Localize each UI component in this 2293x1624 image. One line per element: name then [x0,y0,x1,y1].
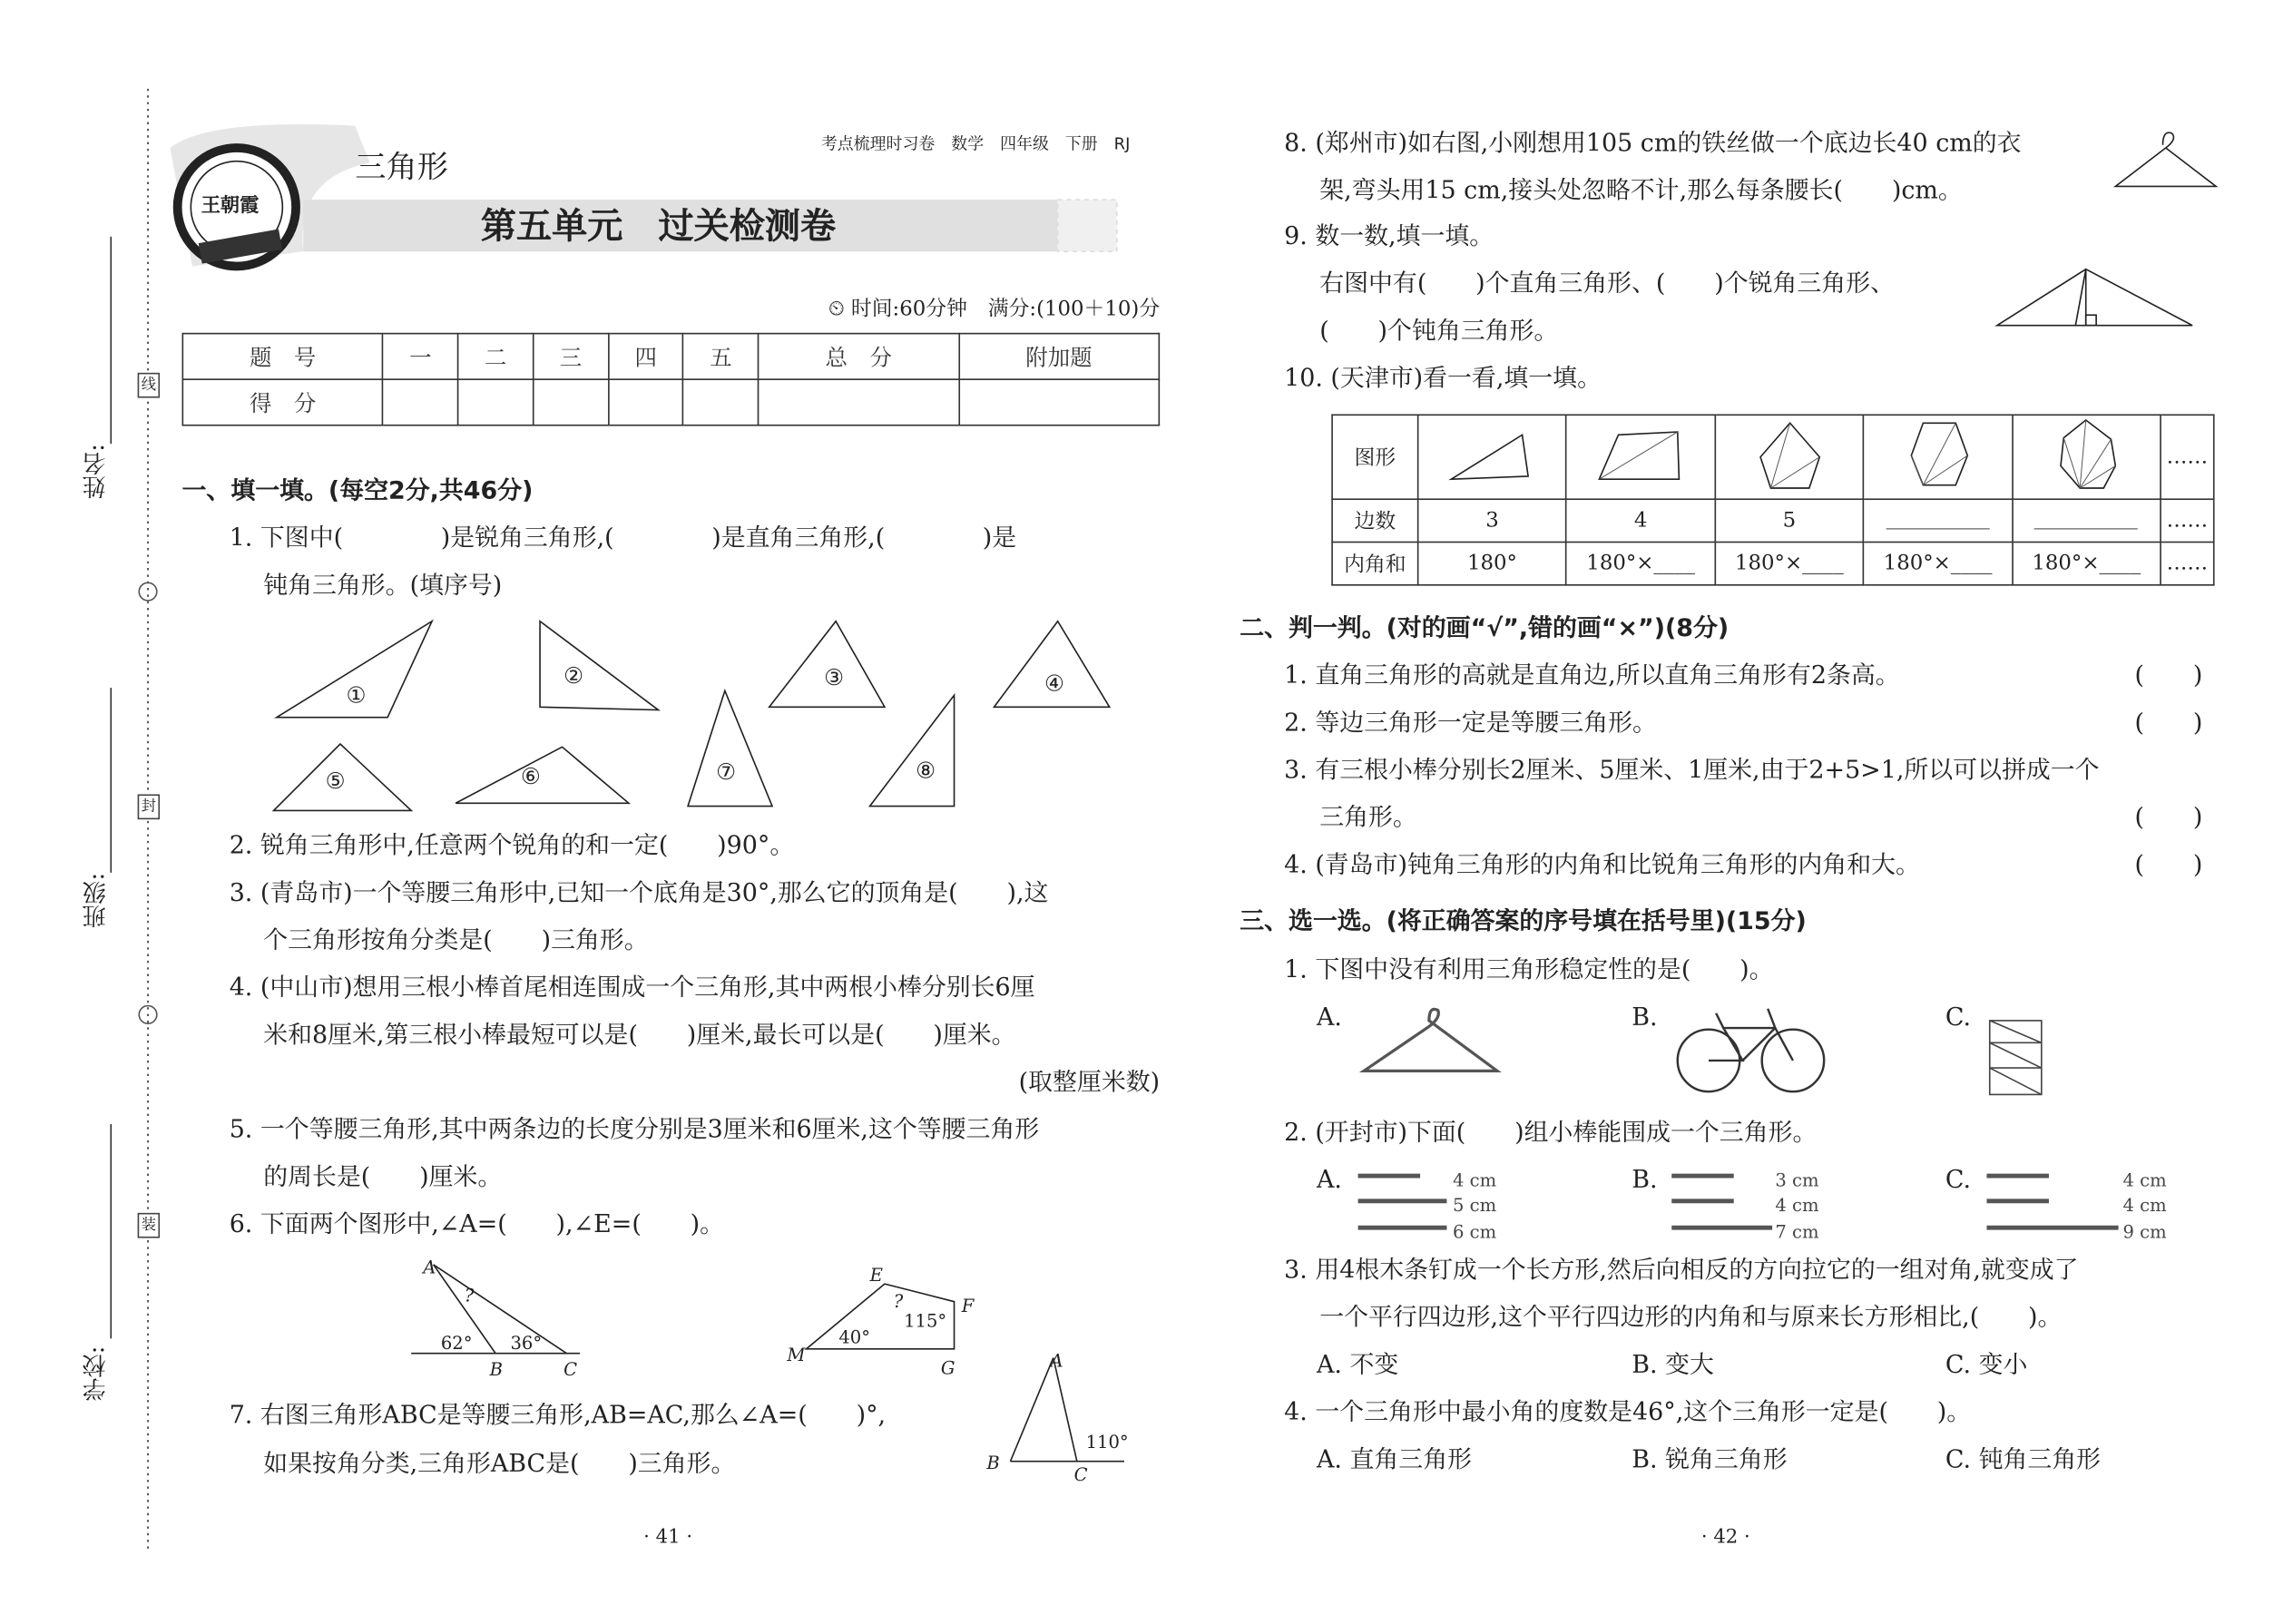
option-label: B. [1632,1003,1658,1032]
triangle-label: ② [563,662,584,690]
option: C. 钝角三角形 [1945,1444,2102,1473]
score-cell [608,379,683,426]
score-cell [759,379,959,426]
question-text: 1. 下图中没有利用三角形稳定性的是( )。 [1284,955,1774,984]
blank-cell[interactable] [1864,499,2013,542]
angle-sum-cell: 180°×____ [1864,543,2013,585]
triangle-label: ⑧ [916,757,936,784]
option-label: C. [1945,1003,1972,1032]
answer-paren[interactable]: ( ) [2134,708,2203,737]
hanger-figure [2115,132,2216,186]
question-text: 2. 锐角三角形中,任意两个锐角的和一定( )90°。 [229,831,795,860]
question-text: 5. 一个等腰三角形,其中两条边的长度分别是3厘米和6厘米,这个等腰三角形 [229,1115,1040,1144]
header-cell: 一 [383,334,458,380]
name-label: 姓名: [81,444,110,500]
point-label: A [1050,1350,1063,1372]
header-cell: 二 [458,334,534,380]
seal-mark: 封 [138,794,160,819]
point-label: C [1073,1463,1088,1485]
ellipsis: …… [2161,499,2214,542]
question-text: 4. (中山市)想用三根小棒首尾相连围成一个三角形,其中两根小棒分别长6厘 [229,973,1035,1002]
option-label: B. [1632,1165,1658,1194]
judge-item: 三角形。 [1319,803,1417,832]
polygon-table [1331,414,2214,585]
triangle-label: ⑦ [716,758,736,786]
sides-cell: 3 [1418,499,1567,542]
header-cell: 五 [683,334,759,380]
point-label: C [563,1359,578,1381]
triangle-label: ④ [1044,670,1064,697]
score-cell [683,379,759,426]
triangle-7 [688,690,772,806]
answer-paren[interactable]: ( ) [2134,660,2203,690]
score-cell [458,379,534,426]
option-label: A. [1316,1003,1342,1032]
triangle-8 [870,695,955,806]
grade: 四年级 [1000,134,1049,154]
option-label: A. [1316,1165,1342,1194]
angle-label: 115° [904,1310,947,1332]
row-label: 边数 [1332,499,1418,542]
angle-sum-cell: 180°×____ [2012,543,2161,585]
question-text: ( )个钝角三角形。 [1319,316,1559,345]
series: 考点梳理时习卷 [820,134,936,154]
option: A. 不变 [1316,1350,1399,1379]
triangle-count-figure [1997,269,2192,326]
judge-item: 3. 有三根小棒分别长2厘米、5厘米、1厘米,由于2+5>1,所以可以拼成一个 [1284,756,2100,785]
score-cell [383,379,458,426]
score-table [182,333,1161,426]
angle-sum-cell: 180°×____ [1566,543,1715,585]
figure-6a [411,1265,580,1354]
angle-label: 110° [1085,1432,1129,1453]
angle-sum-cell: 180° [1418,543,1567,585]
question-text: 一个平行四边形,这个平行四边形的内角和与原来长方形相比,( )。 [1319,1303,2063,1332]
point-label: F [961,1296,975,1317]
sides-cell: 4 [1566,499,1715,542]
stick-length: 9 cm [2122,1221,2167,1243]
question-text: 个三角形按角分类是( )三角形。 [263,925,649,954]
logo-text: 王朝霞 [201,195,260,218]
section-title: 一、填一填。(每空2分,共46分) [181,475,534,504]
header-meta [821,130,1131,160]
question-text: 8. (郑州市)如右图,小刚想用105 cm的铁丝做一个底边长40 cm的衣 [1284,128,2022,157]
angle-label: 62° [440,1332,473,1354]
question-text: 7. 右图三角形ABC是等腰三角形,AB=AC,那么∠A=( )°, [229,1400,887,1429]
question-text: 10. (天津市)看一看,填一填。 [1284,364,1602,393]
triangle-label: ⑥ [520,763,541,790]
question-text: 钝角三角形。(填序号) [263,571,503,600]
seal-mark: 装 [138,1213,160,1238]
question-note: (取整厘米数) [1018,1068,1161,1097]
score-cell [534,379,609,426]
header-cell: 四 [608,334,683,380]
angle-sum-cell: 180°×____ [1715,543,1864,585]
point-label: G [940,1357,955,1379]
point-label: M [787,1344,806,1365]
topic: 三角形 [355,149,448,185]
judge-item: 2. 等边三角形一定是等腰三角形。 [1284,708,1657,737]
row-label: 内角和 [1332,543,1418,585]
score-cell [959,379,1160,426]
left-triangles [274,621,1110,811]
answer-paren[interactable]: ( ) [2134,850,2203,879]
triangle-label: ① [346,681,367,709]
question-text: 的周长是( )厘米。 [263,1162,503,1191]
question-text: 架,弯头用15 cm,接头处忽略不计,那么每条腰长( )cm。 [1319,176,1963,204]
header-cell: 附加题 [959,334,1160,380]
question-text: 右图中有( )个直角三角形、( )个锐角三角形、 [1319,269,1896,298]
shape-cell [1715,415,1864,499]
shape-cell [2012,415,2161,499]
ellipsis: …… [2161,415,2214,499]
option: A. 直角三角形 [1316,1444,1472,1473]
question-text: 如果按角分类,三角形ABC是( )三角形。 [263,1449,736,1478]
class-label: 班级: [81,872,110,928]
answer-paren[interactable]: ( ) [2134,803,2203,832]
angle-label: 40° [838,1326,871,1348]
judge-item: 1. 直角三角形的高就是直角边,所以直角三角形有2条高。 [1284,660,1900,690]
blank-cell[interactable] [2012,499,2161,542]
volume: 下册 [1064,134,1098,154]
section-title: 二、判一判。(对的画“√”,错的画“×”)(8分) [1240,613,1730,642]
stick-length: 3 cm [1775,1169,1819,1191]
stick-length: 4 cm [1775,1195,1819,1217]
stick-length: 4 cm [2122,1169,2167,1191]
stick-length: 7 cm [1775,1221,1819,1243]
time-info: ⏲ 时间:60分钟 满分:(100＋10)分 [828,297,1161,321]
question-text: 2. (开封市)下面( )组小棒能围成一个三角形。 [1284,1118,1818,1147]
seal-mark: 线 [138,373,160,398]
header-cell: 题 号 [182,334,383,380]
question-text: 米和8厘米,第三根小棒最短可以是( )厘米,最长可以是( )厘米。 [263,1020,1016,1049]
point-label: B [489,1359,504,1381]
ellipsis: …… [2161,543,2214,585]
edition: RJ [1113,134,1131,154]
judge-item: 4. (青岛市)钝角三角形的内角和比锐角三角形的内角和大。 [1284,850,1920,879]
option-label: C. [1945,1165,1972,1194]
scissors-icon [139,582,157,601]
question-text: 1. 下图中( )是锐角三角形,( )是直角三角形,( )是 [229,523,1017,553]
subject: 数学 [951,134,985,154]
triangle-label: ③ [824,663,844,690]
point-label: B [986,1452,1000,1473]
question-text: 6. 下面两个图形中,∠A=( ),∠E=( )。 [229,1209,725,1238]
bicycle-picture [1678,1009,1824,1091]
stick-length: 6 cm [1452,1221,1497,1243]
shape-cell [1864,415,2013,499]
page-title: 第五单元 过关检测卷 [480,205,837,248]
triangle-2 [540,621,658,710]
section-title: 三、选一选。(将正确答案的序号填在括号里)(15分) [1240,906,1807,935]
question-text: 9. 数一数,填一填。 [1284,221,1494,250]
unknown-angle: ? [893,1291,904,1313]
stick-length: 5 cm [1452,1195,1497,1217]
row-label: 得 分 [182,379,383,426]
page-number: · 42 · [1700,1526,1750,1549]
header-cell: 三 [534,334,609,380]
row-label: 图形 [1332,415,1418,499]
option: B. 锐角三角形 [1632,1444,1788,1473]
hanger-picture [1364,1009,1497,1071]
stick-length: 4 cm [1452,1169,1497,1191]
option: C. 变小 [1945,1350,2028,1379]
scaffold-picture [1990,1021,2042,1095]
shape-cell [1418,415,1567,499]
point-label: E [869,1264,883,1286]
page-number: · 41 · [643,1526,693,1549]
angle-label: 36° [510,1332,543,1354]
stick-length: 4 cm [2122,1195,2167,1217]
option: B. 变大 [1632,1350,1714,1379]
question-text: 3. (青岛市)一个等腰三角形中,已知一个底角是30°,那么它的顶角是( ),这 [229,878,1049,907]
unknown-angle: ? [464,1285,475,1306]
shape-cell [1566,415,1715,499]
header-cell: 总 分 [759,334,959,380]
school-label: 学校: [81,1345,110,1402]
triangle-label: ⑤ [325,767,346,794]
sides-cell: 5 [1715,499,1864,542]
binding-margin [111,89,157,1553]
point-label: A [423,1257,436,1278]
question-text: 3. 用4根木条钉成一个长方形,然后向相反的方向拉它的一组对角,就变成了 [1284,1256,2079,1285]
question-text: 4. 一个三角形中最小角的度数是46°,这个三角形一定是( )。 [1284,1397,1972,1426]
triangle-6 [456,747,629,803]
